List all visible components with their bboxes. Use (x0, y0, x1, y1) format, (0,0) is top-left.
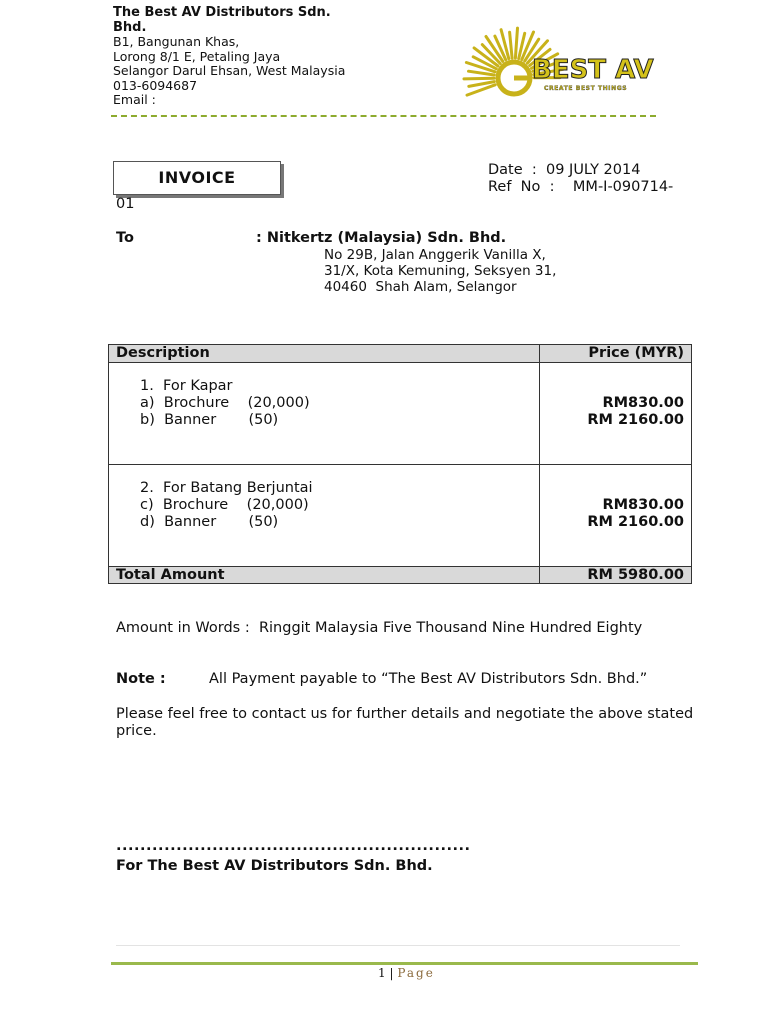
description-header: Description (109, 345, 540, 363)
invoice-title: INVOICE (113, 161, 281, 195)
line-item: d) Banner (50) (140, 514, 279, 530)
company-name: The Best AV Distributors Sdn. Bhd. (113, 5, 331, 35)
logo-ray (510, 32, 512, 58)
line-item: a) Brochure (20,000) (140, 395, 310, 411)
recipient-address-line: No 29B, Jalan Anggerik Vanilla X, (324, 247, 546, 263)
best-av-logo (466, 22, 666, 114)
footer-thin-divider (116, 945, 680, 946)
logo-ray (515, 28, 517, 58)
invoice-date: Date : 09 JULY 2014 (488, 162, 641, 178)
group-heading: 2. For Batang Berjuntai (140, 480, 313, 496)
company-phone: 013-6094687 (113, 77, 198, 93)
total-row (109, 567, 692, 584)
total-label: Total Amount (109, 567, 540, 584)
invoice-ref-continued: 01 (116, 196, 135, 212)
items-table (108, 344, 692, 584)
price-cell (540, 363, 692, 465)
note-label: Note : (116, 671, 166, 687)
company-address (113, 34, 346, 107)
page-number (378, 966, 435, 980)
recipient-name: : Nitkertz (Malaysia) Sdn. Bhd. (256, 230, 507, 246)
price-header: Price (MYR) (540, 345, 692, 363)
recipient-address (324, 247, 556, 295)
signature-for: For The Best AV Distributors Sdn. Bhd. (116, 858, 433, 874)
footer-green-divider (111, 962, 698, 965)
note-text: All Payment payable to “The Best AV Distributors Sdn. Bhd.” (209, 671, 648, 687)
header-divider (111, 115, 656, 117)
price-cell (540, 465, 692, 567)
group-heading: 1. For Kapar (140, 378, 233, 394)
logo-tagline-text: CREATE BEST THINGS (544, 85, 628, 92)
page-label: Page (397, 966, 435, 980)
amount-in-words: Amount in Words : Ringgit Malaysia Five Thousand Nine Hundred Eighty (116, 620, 643, 636)
logo-brand-text: BEST AV (532, 55, 654, 85)
line-price: RM830.00 (602, 497, 684, 513)
recipient-address-line: 31/X, Kota Kemuning, Seksyen 31, (324, 263, 557, 279)
company-email-label: Email : (113, 92, 156, 107)
company-address-line: Selangor Darul Ehsan, West Malaysia (113, 63, 346, 78)
to-label: To (116, 230, 134, 246)
description-cell (109, 363, 540, 465)
recipient-address-line: 40460 Shah Alam, Selangor (324, 279, 517, 295)
table-row (109, 465, 692, 567)
invoice-meta (488, 162, 673, 196)
total-value: RM 5980.00 (540, 567, 692, 584)
line-item: b) Banner (50) (140, 412, 279, 428)
logo-ray (464, 78, 494, 79)
line-price: RM 2160.00 (587, 412, 684, 428)
table-header-row (109, 345, 692, 363)
invoice-ref: Ref No : MM-I-090714- (488, 179, 674, 195)
line-item: c) Brochure (20,000) (140, 497, 309, 513)
company-address-line: Lorong 8/1 E, Petaling Jaya (113, 48, 281, 64)
table-row (109, 363, 692, 465)
contact-text: Please feel free to contact us for further details and negotiate the above stated price. (116, 706, 694, 739)
page-number-separator: | (389, 966, 394, 980)
company-address-line: B1, Bangunan Khas, (113, 34, 240, 49)
line-price: RM 2160.00 (587, 514, 684, 530)
line-price: RM830.00 (602, 395, 684, 411)
description-cell (109, 465, 540, 567)
signature-line: ........................................................... (116, 838, 471, 854)
page-number-value: 1 (378, 966, 386, 980)
